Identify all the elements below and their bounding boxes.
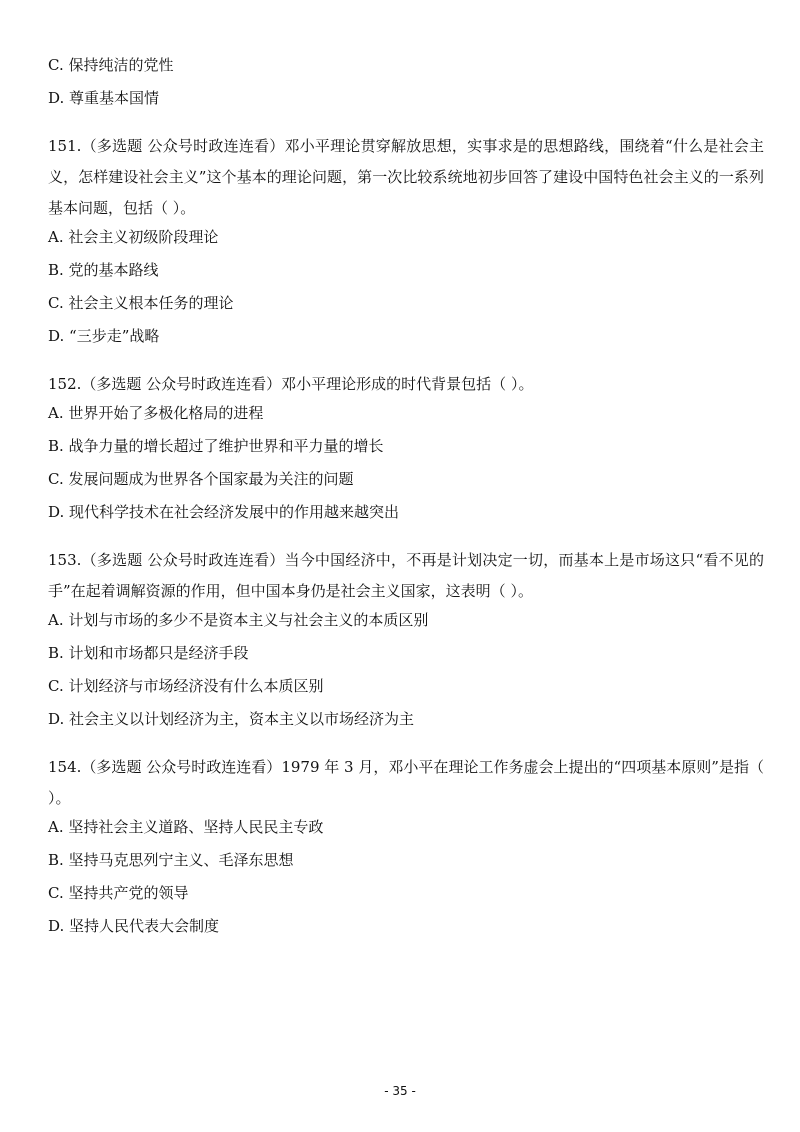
option-b: B. 坚持马克思列宁主义、毛泽东思想 — [48, 851, 294, 869]
option-a: A. 计划与市场的多少不是资本主义与社会主义的本质区别 — [48, 611, 429, 629]
question-154 — [48, 752, 764, 937]
question-151 — [48, 131, 764, 347]
option-d: D. 社会主义以计划经济为主，资本主义以市场经济为主 — [48, 710, 415, 728]
option-d: D. 尊重基本国情 — [48, 89, 160, 107]
option-c: C. 计划经济与市场经济没有什么本质区别 — [48, 677, 324, 695]
option-c: C. 坚持共产党的领导 — [48, 884, 189, 902]
document-page — [48, 54, 764, 948]
question-152 — [48, 369, 764, 523]
option-a: A. 世界开始了多极化格局的进程 — [48, 404, 264, 422]
question-stem: 154.（多选题 公众号时政连连看）1979 年 3 月，邓小平在理论工作务虚会上提出的“四项基本原则”是指（ ）。 — [48, 758, 764, 807]
option-c: C. 保持纯洁的党性 — [48, 56, 174, 74]
option-c: C. 社会主义根本任务的理论 — [48, 294, 234, 312]
option-d: D. 坚持人民代表大会制度 — [48, 917, 220, 935]
question-stem: 151.（多选题 公众号时政连连看）邓小平理论贯穿解放思想，实事求是的思想路线，围绕着“什么是社会主义，怎样建设社会主义”这个基本的理论问题，第一次比较系统地初步回答了建设中国特色社会主义的一系列基本问题，包括（ ）。 — [48, 137, 764, 217]
option-b: B. 战争力量的增长超过了维护世界和平力量的增长 — [48, 437, 384, 455]
option-d: D. 现代科学技术在社会经济发展中的作用越来越突出 — [48, 503, 400, 521]
option-c: C. 发展问题成为世界各个国家最为关注的问题 — [48, 470, 354, 488]
option-a: A. 坚持社会主义道路、坚持人民民主专政 — [48, 818, 324, 836]
question-stem: 152.（多选题 公众号时政连连看）邓小平理论形成的时代背景包括（ ）。 — [48, 375, 534, 393]
option-d: D. “三步走”战略 — [48, 327, 160, 345]
continued-options — [48, 54, 764, 109]
question-153 — [48, 545, 764, 730]
option-a: A. 社会主义初级阶段理论 — [48, 228, 219, 246]
option-b: B. 党的基本路线 — [48, 261, 159, 279]
page-number: - 35 - — [384, 1084, 416, 1098]
option-b: B. 计划和市场都只是经济手段 — [48, 644, 249, 662]
question-stem: 153.（多选题 公众号时政连连看）当今中国经济中，不再是计划决定一切，而基本上是市场这只“看不见的手”在起着调解资源的作用，但中国本身仍是社会主义国家，这表明（ ）。 — [48, 551, 764, 600]
